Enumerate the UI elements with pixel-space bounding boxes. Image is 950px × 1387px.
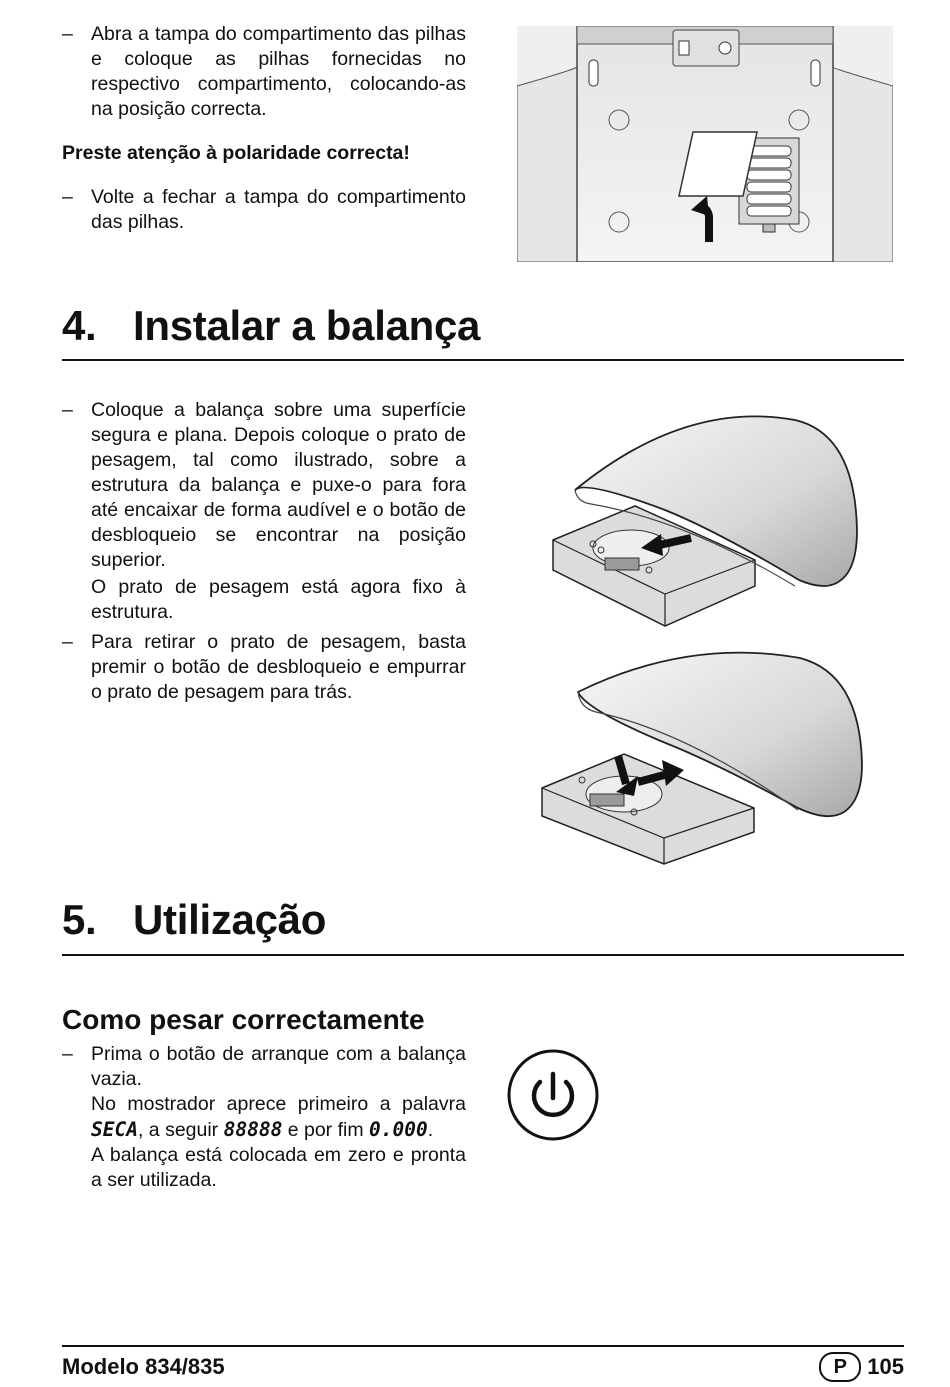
install-step-place — [62, 398, 466, 625]
use-step-start — [62, 1042, 466, 1193]
display-then-text: , a seguir — [137, 1119, 219, 1141]
display-period: . — [427, 1119, 434, 1141]
scale-remove-illustration — [538, 644, 866, 866]
battery-step-open-text: Abra a tampa do compartimento das pilhas e coloque as pilhas fornecidas no respectivo compartimento, colocando-as na posição correcta. — [91, 23, 466, 120]
display-test-digits: 88888 — [223, 1118, 283, 1141]
section-4-rule — [62, 359, 904, 361]
section-4-heading — [62, 302, 480, 350]
use-step-ready-text: A balança está colocada em zero e pronta a ser utilizada. — [91, 1144, 466, 1191]
footer-rule — [62, 1345, 904, 1347]
display-finally-text: e por fim — [287, 1119, 364, 1141]
list-dash: – — [62, 23, 73, 45]
section-4-number: 4. — [62, 302, 97, 349]
list-dash: – — [62, 1043, 73, 1065]
battery-step-open — [62, 22, 466, 122]
battery-step-close-text: Volte a fechar a tampa do compartimento das pilhas. — [91, 186, 466, 233]
language-badge: P — [819, 1352, 861, 1382]
list-dash: – — [62, 399, 73, 421]
section-5-title: Utilização — [133, 896, 327, 943]
section-5-number: 5. — [62, 896, 97, 943]
scale-attach-illustration — [545, 410, 865, 632]
list-dash: – — [62, 186, 73, 208]
footer-model: Modelo 834/835 — [62, 1354, 225, 1379]
page-number: 105 — [867, 1354, 904, 1379]
display-word-seca: SECA — [91, 1118, 138, 1141]
display-zero-value: 0.000 — [369, 1118, 428, 1141]
use-step-display — [91, 1092, 466, 1143]
list-dash: – — [62, 631, 73, 653]
battery-step-close — [62, 185, 466, 235]
install-step-remove-text: Para retirar o prato de pesagem, basta premir o botão de desbloqueio e empurrar o prato de pesagem para trás. — [91, 631, 466, 703]
polarity-warning: Preste atenção à polaridade correcta! — [62, 142, 410, 164]
install-step-place-text: Coloque a balança sobre uma superfície segura e plana. Depois coloque o prato de pesagem, tal como ilustrado, sobre a estrutura da balança e puxe-o para fora até encaixar de forma audível e o botão de desbloqueio se encontrar na posição superior. — [91, 399, 466, 571]
section-5-heading — [62, 896, 326, 944]
battery-compartment-illustration — [517, 26, 893, 262]
section-5-rule — [62, 954, 904, 956]
footer-page — [819, 1352, 904, 1382]
install-step-remove — [62, 630, 466, 705]
display-intro-text: No mostrador aprece primeiro a palavra — [91, 1093, 466, 1115]
section-4-title: Instalar a balança — [133, 302, 481, 349]
power-icon — [506, 1048, 600, 1142]
section-5-subtitle: Como pesar correctamente — [62, 1004, 425, 1035]
install-step-place-note: O prato de pesagem está agora fixo à estrutura. — [91, 576, 466, 623]
use-step-start-text: Prima o botão de arranque com a balança vazia. — [91, 1043, 466, 1090]
